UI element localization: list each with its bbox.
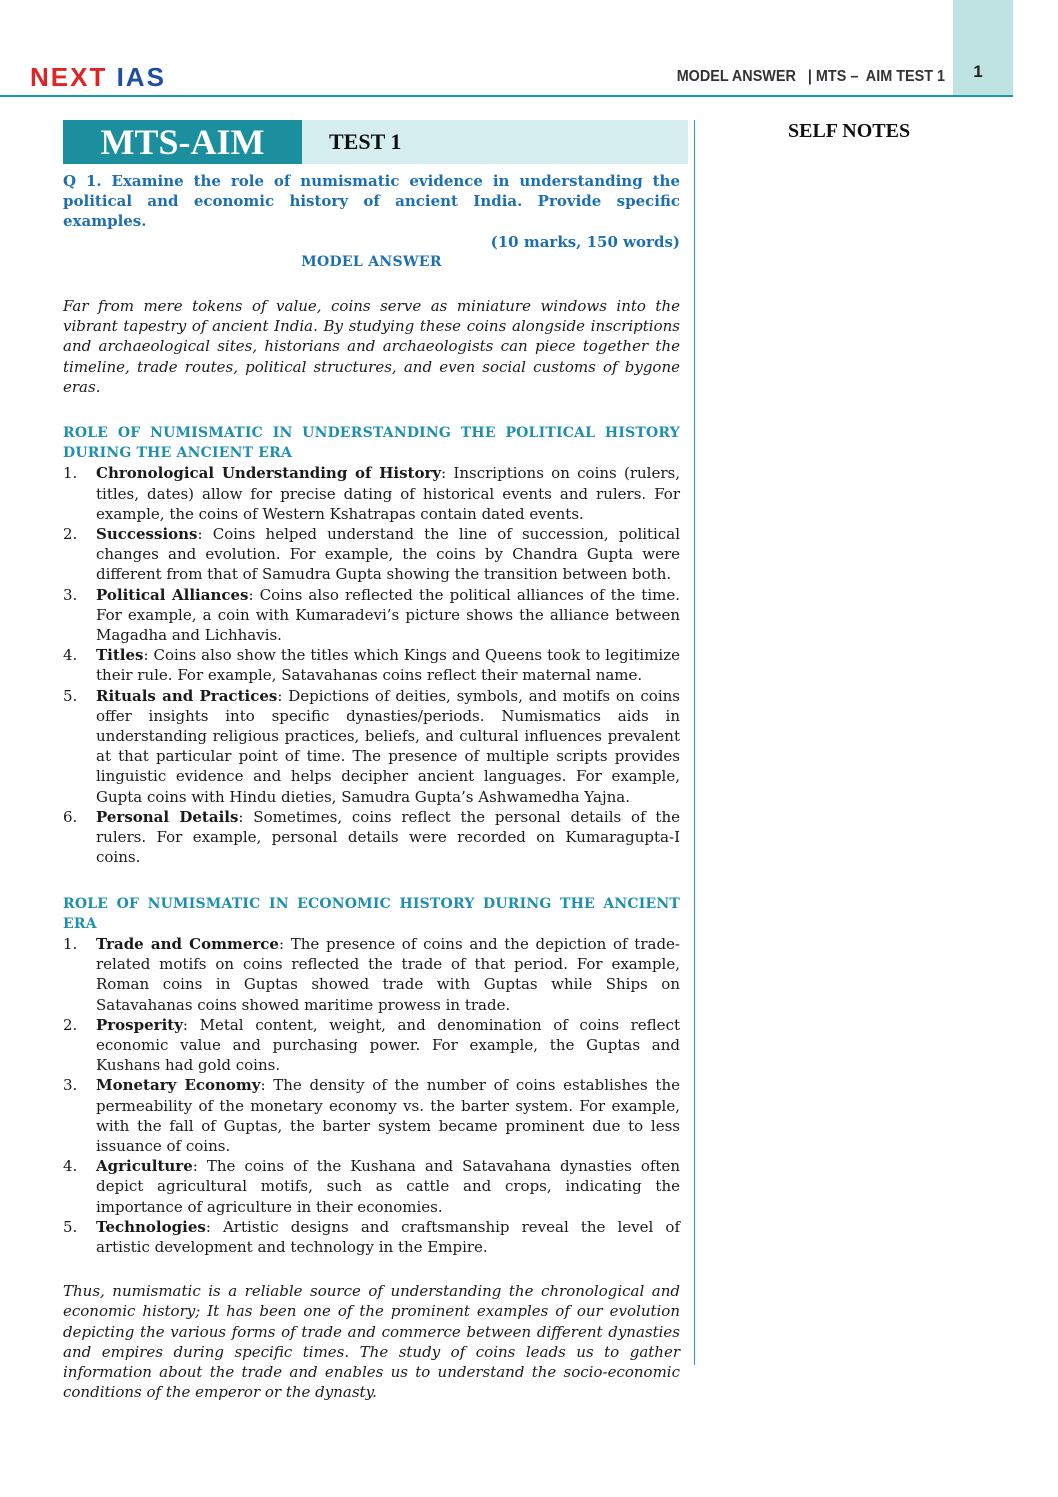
item-number: 4. <box>63 646 78 665</box>
item-text: : Metal content, weight, and denomination of coins reflect economic value and purchasing power. For example, the Guptas and Kushans had gold coins. <box>96 1015 680 1075</box>
page-number-tab <box>953 0 1013 97</box>
item-text: : The presence of coins and the depiction of trade-related motifs on coins reflected the trade of that period. For example, Roman coins in Guptas showed trade with Guptas while Ships on Satavahanas coins showed maritime prowess in trade. <box>96 934 680 1014</box>
list-item <box>63 1015 680 1076</box>
intro-paragraph: Far from mere tokens of value, coins serve as miniature windows into the vibrant tapestry of ancient India. By studying these coins alongside inscriptions and archaeological sites, historians and archaeologists can piece together the timeline, trade routes, political structures, and even social customs of bygone eras. <box>63 297 680 396</box>
item-title: Successions <box>96 525 198 544</box>
item-number: 5. <box>63 1217 78 1236</box>
item-title: Trade and Commerce <box>96 934 279 953</box>
item-number: 1. <box>63 464 78 483</box>
list-item <box>63 463 680 524</box>
notes-divider <box>694 120 695 1365</box>
item-text: : Sometimes, coins reflect the personal details of the rulers. For example, personal details were recorded on Kumaragupta-I coins. <box>96 807 681 867</box>
item-text: : Coins also show the titles which Kings and Queens took to legitimize their rule. For example, Satavahanas coins reflect their maternal name. <box>96 646 680 685</box>
item-number: 3. <box>63 585 78 604</box>
item-text: : The coins of the Kushana and Satavahana dynasties often depict agricultural motifs, such as cattle and crops, indicating the importance of agriculture in their economies. <box>96 1157 680 1216</box>
logo-ias: IAS <box>116 62 166 92</box>
item-title: Technologies <box>96 1217 206 1236</box>
list-item <box>63 1075 680 1156</box>
item-title: Political Alliances <box>96 585 249 604</box>
item-number: 6. <box>63 807 78 826</box>
item-text: : Artistic designs and craftsmanship reveal the level of artistic development and technology in the Empire. <box>96 1217 680 1256</box>
political-heading: ROLE OF NUMISMATIC IN UNDERSTANDING THE POLITICAL HISTORY DURING THE ANCIENT ERA <box>63 425 680 462</box>
logo-next: NEXT <box>30 62 108 92</box>
list-item <box>63 686 680 807</box>
economic-list <box>63 934 680 1257</box>
item-title: Personal Details <box>96 807 239 826</box>
page-number: 1 <box>973 62 983 81</box>
header-test-label: MODEL ANSWER | MTS – AIM TEST 1 <box>676 68 945 85</box>
item-number: 4. <box>63 1157 78 1176</box>
item-number: 3. <box>63 1076 78 1095</box>
item-number: 2. <box>63 525 78 544</box>
item-title: Prosperity <box>96 1015 183 1034</box>
mts-aim-title: MTS-AIM <box>63 120 302 164</box>
item-title: Monetary Economy <box>96 1076 261 1095</box>
list-item <box>63 524 680 585</box>
question-text: Q 1. Examine the role of numismatic evidence in understanding the political and economic history of ancient India. Provide specific examples. <box>63 172 680 231</box>
list-item <box>63 1156 680 1217</box>
item-title: Agriculture <box>96 1157 193 1176</box>
item-text: : Depictions of deities, symbols, and motifs on coins offer insights into specific dynasties/periods. Numismatics aids in understanding religious practices, beliefs, and cultural influences prevalent at that particular point of time. The presence of multiple scripts provides linguistic evidence and helps decipher ancient languages. For example, Gupta coins with Hindu dieties, Samudra Gupta’s Ashwamedha Yajna. <box>96 686 680 806</box>
conclusion-paragraph: Thus, numismatic is a reliable source of understanding the chronological and economic history; It has been one of the prominent examples of our evolution depicting the various forms of trade and commerce between different dynasties and empires during specific times. The study of coins leads us to gather information about the trade and enables us to understand the socio-economic conditions of the emperor or the dynasty. <box>63 1282 680 1402</box>
item-number: 2. <box>63 1015 78 1034</box>
item-text: : The density of the number of coins establishes the permeability of the monetary economy vs. the barter system. For example, with the fall of Guptas, the barter system became prominent due to less issuance of coins. <box>96 1076 680 1155</box>
self-notes-heading: SELF NOTES <box>788 120 911 142</box>
economic-heading: ROLE OF NUMISMATIC IN ECONOMIC HISTORY DURING THE ANCIENT ERA <box>63 895 680 932</box>
item-number: 1. <box>63 934 78 953</box>
list-item <box>63 585 680 646</box>
item-number: 5. <box>63 686 78 705</box>
item-text: : Inscriptions on coins (rulers, titles, dates) allow for precise dating of historical events and rulers. For example, the coins of Western Kshatrapas contain dated events. <box>96 464 680 523</box>
header-divider <box>0 95 1013 97</box>
item-title: Chronological Understanding of History <box>96 464 442 483</box>
list-item <box>63 807 680 868</box>
list-item <box>63 1217 680 1257</box>
title-band <box>63 120 688 164</box>
test-label: TEST 1 <box>329 129 402 154</box>
list-item <box>63 645 680 685</box>
marks-label: (10 marks, 150 words) <box>490 232 680 251</box>
item-text: : Coins also reflected the political alliances of the time. For example, a coin with Kumaradevi’s picture shows the alliance between Magadha and Lichhavis. <box>96 585 680 645</box>
answer-content <box>63 171 680 1402</box>
item-text: : Coins helped understand the line of succession, political changes and evolution. For example, the coins by Chandra Gupta were different from that of Samudra Gupta showing the transition between both. <box>96 525 680 584</box>
model-answer-label: MODEL ANSWER <box>301 253 442 270</box>
next-ias-logo <box>30 62 166 92</box>
item-title: Titles <box>96 646 144 665</box>
political-list <box>63 463 680 867</box>
list-item <box>63 934 680 1015</box>
item-title: Rituals and Practices <box>96 686 278 705</box>
